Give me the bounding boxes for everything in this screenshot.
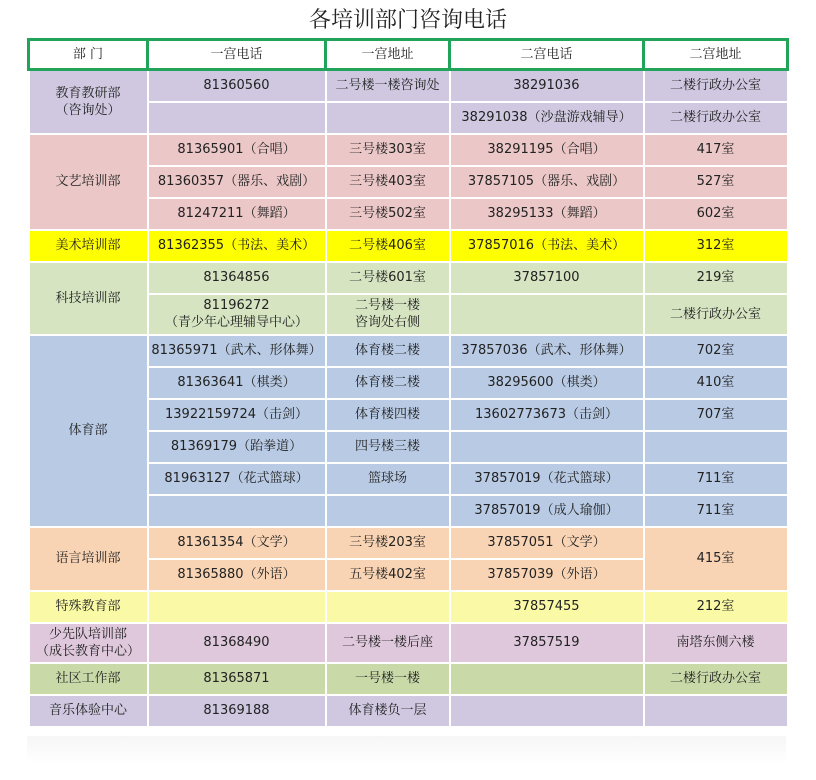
cell-palace1-address (326, 495, 450, 527)
table-row (29, 527, 788, 559)
header-department: 部 门 (29, 40, 148, 70)
cell-palace2-address: 212室 (644, 591, 788, 623)
cell-palace1-phone: 81365880（外语） (148, 559, 326, 591)
cell-palace2-address: 二楼行政办公室 (644, 663, 788, 695)
cell-palace2-address: 711室 (644, 463, 788, 495)
cell-palace1-address (326, 591, 450, 623)
cell-palace1-address: 体育楼二楼 (326, 367, 450, 399)
table-row (29, 262, 788, 294)
cell-palace1-phone: 81364856 (148, 262, 326, 294)
cell-palace2-phone (450, 695, 644, 727)
cell-palace2-phone: 13602773673（击剑） (450, 399, 644, 431)
cell-palace1-address: 三号楼502室 (326, 198, 450, 230)
department-name-cell: 科技培训部 (29, 262, 148, 335)
cell-palace1-phone: 81247211（舞蹈） (148, 198, 326, 230)
header-palace1-address: 一宫地址 (326, 40, 450, 70)
cell-palace2-address: 二楼行政办公室 (644, 102, 788, 134)
cell-palace2-phone: 38291195（合唱） (450, 134, 644, 166)
table-row (29, 663, 788, 695)
cell-palace1-address: 二号楼一楼 咨询处右侧 (326, 294, 450, 335)
cell-palace1-address: 三号楼203室 (326, 527, 450, 559)
cell-palace2-phone: 37857051（文学） (450, 527, 644, 559)
cell-palace2-address: 417室 (644, 134, 788, 166)
cell-palace2-address (644, 695, 788, 727)
cell-palace2-phone: 37857105（器乐、戏剧） (450, 166, 644, 198)
table-row (29, 335, 788, 367)
cell-palace1-address: 体育楼二楼 (326, 335, 450, 367)
cell-palace1-phone (148, 102, 326, 134)
cell-palace1-phone: 81360357（器乐、戏剧） (148, 166, 326, 198)
cell-palace2-address: 312室 (644, 230, 788, 262)
table-row (29, 134, 788, 166)
cell-palace1-phone: 81196272 （青少年心理辅导中心） (148, 294, 326, 335)
cell-palace2-phone (450, 294, 644, 335)
cell-palace2-address: 711室 (644, 495, 788, 527)
department-name-cell: 教育教研部 （咨询处） (29, 70, 148, 134)
cell-palace2-address: 410室 (644, 367, 788, 399)
department-name-cell: 少先队培训部 （成长教育中心） (29, 623, 148, 663)
table-row (29, 695, 788, 727)
table-body (29, 70, 788, 727)
cell-palace1-phone: 81369179（跆拳道） (148, 431, 326, 463)
cell-palace1-phone: 81365901（合唱） (148, 134, 326, 166)
cell-palace2-phone (450, 663, 644, 695)
cell-palace1-address: 五号楼402室 (326, 559, 450, 591)
cell-palace2-phone: 37857019（成人瑜伽） (450, 495, 644, 527)
cell-palace2-address: 707室 (644, 399, 788, 431)
cell-palace1-address: 二号楼406室 (326, 230, 450, 262)
cell-palace1-phone: 81365871 (148, 663, 326, 695)
cell-palace1-phone (148, 591, 326, 623)
cell-palace2-address: 二楼行政办公室 (644, 70, 788, 102)
cell-palace2-phone: 38295600（棋类） (450, 367, 644, 399)
department-phone-table (27, 38, 789, 728)
cell-palace1-phone: 81365971（武术、形体舞） (148, 335, 326, 367)
cell-palace1-phone: 13922159724（击剑） (148, 399, 326, 431)
cell-palace2-phone (450, 431, 644, 463)
cell-palace1-address: 体育楼负一层 (326, 695, 450, 727)
department-name-cell: 文艺培训部 (29, 134, 148, 230)
table-row (29, 623, 788, 663)
cell-palace1-phone (148, 495, 326, 527)
cell-palace1-phone: 81963127（花式篮球） (148, 463, 326, 495)
department-name-cell: 美术培训部 (29, 230, 148, 262)
header-palace1-phone: 一宫电话 (148, 40, 326, 70)
cell-palace2-phone: 37857036（武术、形体舞） (450, 335, 644, 367)
cell-palace1-phone: 81363641（棋类） (148, 367, 326, 399)
header-palace2-phone: 二宫电话 (450, 40, 644, 70)
cell-palace2-phone: 38291038（沙盘游戏辅导） (450, 102, 644, 134)
header-palace2-address: 二宫地址 (644, 40, 788, 70)
cell-palace1-address: 二号楼一楼咨询处 (326, 70, 450, 102)
table-header-row (29, 40, 788, 70)
department-name-cell: 体育部 (29, 335, 148, 527)
cell-palace1-address: 二号楼601室 (326, 262, 450, 294)
cell-palace1-address: 一号楼一楼 (326, 663, 450, 695)
department-name-cell: 音乐体验中心 (29, 695, 148, 727)
cell-palace2-address: 527室 (644, 166, 788, 198)
cell-palace1-address: 体育楼四楼 (326, 399, 450, 431)
cell-palace2-address: 702室 (644, 335, 788, 367)
cell-palace2-address: 602室 (644, 198, 788, 230)
department-name-cell: 语言培训部 (29, 527, 148, 591)
cell-palace1-phone: 81368490 (148, 623, 326, 663)
cell-palace2-address (644, 431, 788, 463)
cell-palace1-phone: 81360560 (148, 70, 326, 102)
cell-palace2-address: 南塔东侧六楼 (644, 623, 788, 663)
cell-palace2-address: 219室 (644, 262, 788, 294)
department-name-cell: 社区工作部 (29, 663, 148, 695)
page-title: 各培训部门咨询电话 (308, 8, 507, 33)
cell-palace1-phone: 81361354（文学） (148, 527, 326, 559)
cell-palace2-phone: 38295133（舞蹈） (450, 198, 644, 230)
cell-palace2-phone: 37857019（花式篮球） (450, 463, 644, 495)
cell-palace1-address: 三号楼303室 (326, 134, 450, 166)
cell-palace2-phone: 38291036 (450, 70, 644, 102)
cell-palace2-phone: 37857016（书法、美术） (450, 230, 644, 262)
department-name-cell: 特殊教育部 (29, 591, 148, 623)
cell-palace2-phone: 37857455 (450, 591, 644, 623)
cell-palace1-address: 三号楼403室 (326, 166, 450, 198)
cell-palace1-phone: 81369188 (148, 695, 326, 727)
table-row (29, 70, 788, 102)
cell-palace1-phone: 81362355（书法、美术） (148, 230, 326, 262)
table-row (29, 591, 788, 623)
cell-palace2-address: 415室 (644, 527, 788, 591)
cell-palace2-phone: 37857100 (450, 262, 644, 294)
cell-palace2-phone: 37857519 (450, 623, 644, 663)
cell-palace2-address: 二楼行政办公室 (644, 294, 788, 335)
table-bottom-fade (27, 736, 786, 764)
cell-palace1-address: 二号楼一楼后座 (326, 623, 450, 663)
cell-palace2-phone: 37857039（外语） (450, 559, 644, 591)
cell-palace1-address: 四号楼三楼 (326, 431, 450, 463)
table-row (29, 230, 788, 262)
cell-palace1-address (326, 102, 450, 134)
cell-palace1-address: 篮球场 (326, 463, 450, 495)
